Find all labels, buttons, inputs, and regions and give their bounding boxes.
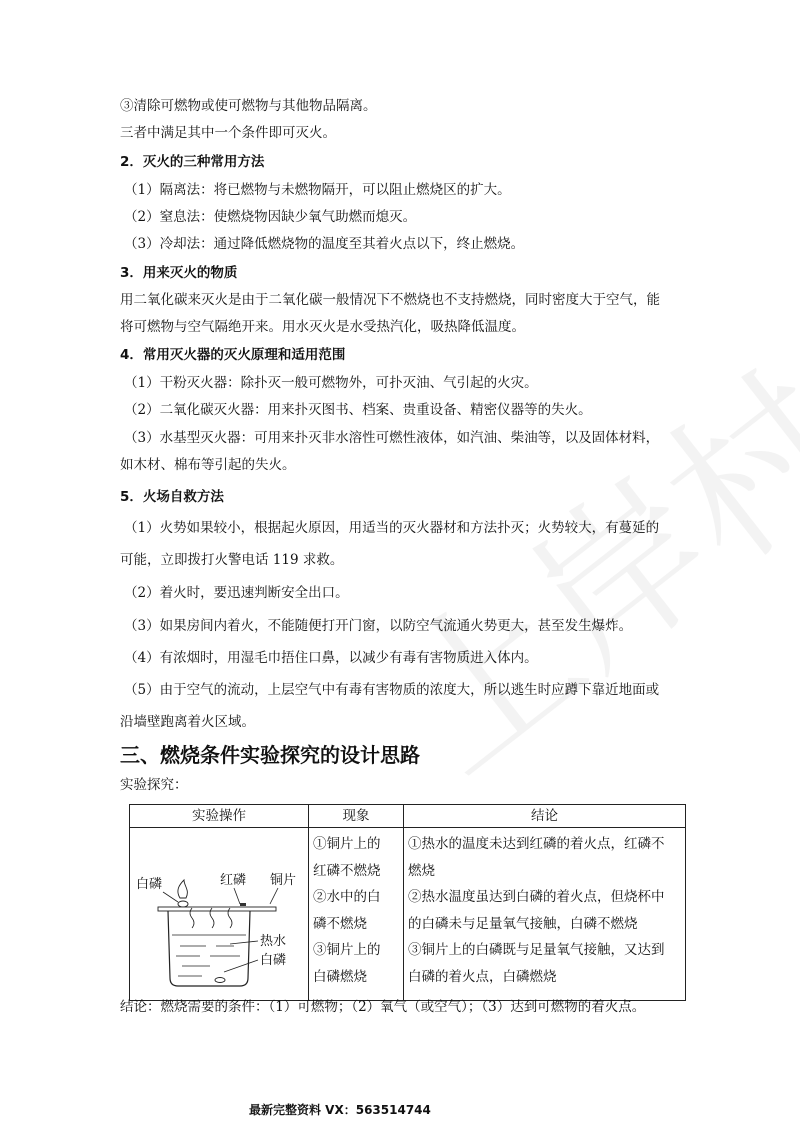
text-line: （3）冷却法：通过降低燃烧物的温度至其着火点以下，终止燃烧。 xyxy=(124,236,525,252)
text-line: 可能，立即拨打火警电话 119 求救。 xyxy=(120,552,344,568)
label-white-phosphorus-water: 白磷 xyxy=(260,953,287,968)
text-line: （4）有浓烟时，用湿毛巾捂住口鼻，以减少有毒有害物质进入体内。 xyxy=(124,650,538,666)
label-copper-sheet: 铜片 xyxy=(270,873,297,888)
footer-contact: 最新完整资料 VX：563514744 xyxy=(249,1103,431,1117)
text-line: （1）干粉灭火器：除扑灭一般可燃物外，可扑灭油、气引起的火灾。 xyxy=(124,375,538,391)
text-line: （3）如果房间内着火，不能随便打开门窗，以防空气流通火势更大，甚至发生爆炸。 xyxy=(124,618,633,634)
intro-text: 实验探究： xyxy=(120,777,188,793)
conclusion-text: 结论：燃烧需要的条件：（1）可燃物；（2）氧气（或空气）；（3）达到可燃物的着火点。 xyxy=(120,999,646,1015)
experiment-table xyxy=(129,804,686,1001)
phenomenon-line: ②水中的白 xyxy=(313,889,381,905)
conclusion-line: ②热水温度虽达到白磷的着火点，但烧杯中 xyxy=(408,889,665,905)
label-white-phosphorus-top: 白磷 xyxy=(136,877,163,892)
conclusion-line: 的白磷未与足量氧气接触，白磷不燃烧 xyxy=(408,915,638,932)
subheading: 4．常用灭火器的灭火原理和适用范围 xyxy=(120,347,346,363)
text-line: （2）着火时，要迅速判断安全出口。 xyxy=(124,585,349,601)
header-operation: 实验操作 xyxy=(130,805,309,828)
text-line: 三者中满足其中一个条件即可灭火。 xyxy=(120,125,336,141)
phenomenon-line: ③铜片上的 xyxy=(313,942,381,958)
label-red-phosphorus: 红磷 xyxy=(220,873,247,888)
copper-sheet xyxy=(158,907,276,911)
conclusion-line: ③铜片上的白磷既与足量氧气接触，又达到 xyxy=(408,942,665,958)
text-line: （5）由于空气的流动，上层空气中有毒有害物质的浓度大，所以逃生时应蹲下靠近地面或 xyxy=(124,682,660,698)
text-line: （1）隔离法：将已燃物与未燃物隔开，可以阻止燃烧区的扩大。 xyxy=(124,182,511,198)
text-line: （2）二氧化碳灭火器：用来扑灭图书、档案、贵重设备、精密仪器等的失火。 xyxy=(124,402,592,418)
text-line: 沿墙壁跑离着火区域。 xyxy=(120,714,255,730)
text-line: 将可燃物与空气隔绝开来。用水灭火是水受热汽化，吸热降低温度。 xyxy=(120,319,525,335)
conclusion-line: 白磷的着火点，白磷燃烧 xyxy=(408,968,557,985)
beaker xyxy=(168,911,250,986)
subheading: 2．灭火的三种常用方法 xyxy=(120,154,265,170)
beaker-diagram xyxy=(130,828,308,996)
text-line: （2）窒息法：使燃烧物因缺少氧气助燃而熄灭。 xyxy=(124,209,417,225)
text-line: 如木材、棉布等引起的失火。 xyxy=(120,457,296,473)
diagram-cell xyxy=(130,828,309,1001)
phenomenon-line: 红磷不燃烧 xyxy=(313,862,381,879)
header-conclusion: 结论 xyxy=(404,805,686,828)
phenomenon-line: 白磷燃烧 xyxy=(313,968,367,985)
phenomenon-line: ①铜片上的 xyxy=(313,836,381,852)
text-line: （1）火势如果较小，根据起火原因，用适当的灭火器材和方法扑灭；火势较大，有蔓延的 xyxy=(124,520,660,536)
subheading: 3．用来灭火的物质 xyxy=(120,265,238,281)
text-line: ③清除可燃物或使可燃物与其他物品隔离。 xyxy=(120,98,377,114)
text-line: （3）水基型灭火器：可用来扑灭非水溶性可燃性液体，如汽油、柴油等，以及固体材料， xyxy=(124,430,660,446)
header-phenomenon: 现象 xyxy=(309,805,404,828)
phenomena-cell xyxy=(309,828,404,1001)
conclusion-line: 燃烧 xyxy=(408,862,435,879)
text-line: 用二氧化碳来灭火是由于二氧化碳一般情况下不燃烧也不支持燃烧，同时密度大于空气，能 xyxy=(120,292,660,308)
section-title: 三、燃烧条件实验探究的设计思路 xyxy=(120,743,420,767)
flame-icon xyxy=(178,880,187,898)
phenomenon-line: 磷不燃烧 xyxy=(313,915,367,932)
conclusions-cell xyxy=(404,828,686,1001)
subheading: 5．火场自救方法 xyxy=(120,489,224,505)
conclusion-line: ①热水的温度未达到红磷的着火点，红磷不 xyxy=(408,836,665,852)
label-hot-water: 热水 xyxy=(260,934,287,949)
